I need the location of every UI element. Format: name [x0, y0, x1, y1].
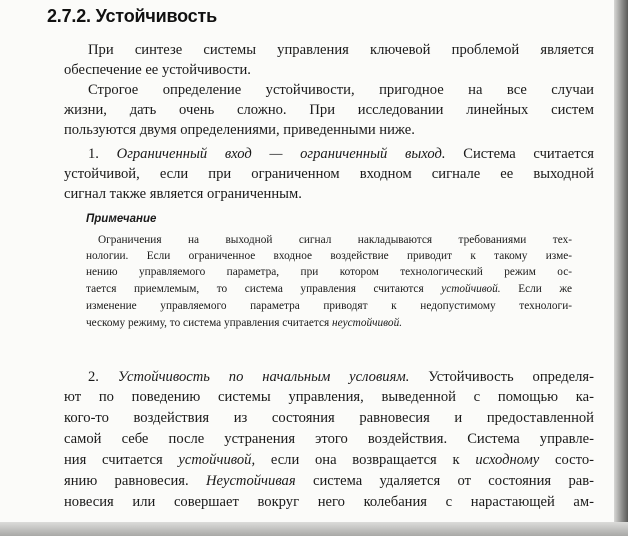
note-line: нению управляемого параметра, при котором технологический режим ос- [86, 266, 572, 278]
note-line [86, 315, 572, 331]
text-run: тается приемлемым, то система управления считаются [86, 283, 424, 295]
text-run: ческому режиму, то система управления считается [86, 317, 330, 329]
emphasis: исходному [475, 452, 540, 468]
definition-2-line [88, 367, 594, 387]
text-run: Если же [518, 283, 573, 295]
note-line: Ограничения на выходной сигнал накладываются требованиями тех- [98, 234, 572, 246]
emphasis: Неустойчивая [205, 473, 296, 489]
paragraph-line: устойчивой, если при ограниченном входном сигнале ее выходной [64, 166, 594, 182]
paragraph-line: Строгое определение устойчивости, пригодное на все случаи [88, 82, 594, 98]
section-heading: 2.7.2. Устойчивость [47, 6, 217, 26]
definition-number: 2. [88, 369, 99, 385]
text-run: состо- [555, 452, 594, 468]
paragraph-line [64, 471, 594, 491]
text-run: система удаляется от состояния рав- [312, 473, 594, 489]
paragraph-line: самой себе после устранения этого воздействия. Система управле- [64, 431, 594, 447]
paragraph-line [64, 450, 594, 470]
page-edge-shadow [614, 0, 628, 536]
text-run: если она возвращается к [270, 452, 460, 468]
text-run: ния считается [64, 452, 163, 468]
paragraph-line: сигнал также является ограниченным. [64, 186, 302, 202]
definition-term: Ограниченный вход — ограниченный выход. [116, 146, 446, 162]
paragraph-line: пользуются двумя определениями, приведенными ниже. [64, 122, 415, 138]
note-line [86, 281, 572, 297]
paragraph-line: При синтезе системы управления ключевой проблемой является [88, 42, 594, 58]
paragraph-line: жизни, дать очень сложно. При исследовании линейных систем [64, 102, 594, 118]
definition-number: 1. [88, 146, 99, 162]
emphasis: неустойчивой. [332, 317, 403, 329]
page-edge-shadow [0, 522, 628, 536]
note-line: нологии. Если ограниченное входное воздействие приводит к такому изме- [86, 250, 572, 262]
definition-1-line [88, 144, 594, 164]
text-run: Устойчивость определя- [428, 369, 594, 385]
note-line: изменение управляемого параметра приводят к недопустимому технологи- [86, 300, 572, 312]
emphasis: устойчивой, [178, 452, 256, 468]
paragraph-line: обеспечение ее устойчивости. [64, 62, 251, 78]
paragraph-line: новесия или совершает вокруг него колебания с нарастающей ам- [64, 494, 594, 510]
text-run: янию равновесия. [64, 473, 189, 489]
emphasis: устойчивой. [441, 283, 501, 295]
note-title: Примечание [86, 213, 157, 225]
text-run: Система считается [463, 146, 594, 162]
definition-term: Устойчивость по начальным условиям. [117, 369, 410, 385]
paragraph-line: кого-то воздействия из состояния равновесия и предоставленной [64, 410, 594, 426]
paragraph-line: ют по поведению системы управления, выведенной с помощью ка- [64, 389, 594, 405]
